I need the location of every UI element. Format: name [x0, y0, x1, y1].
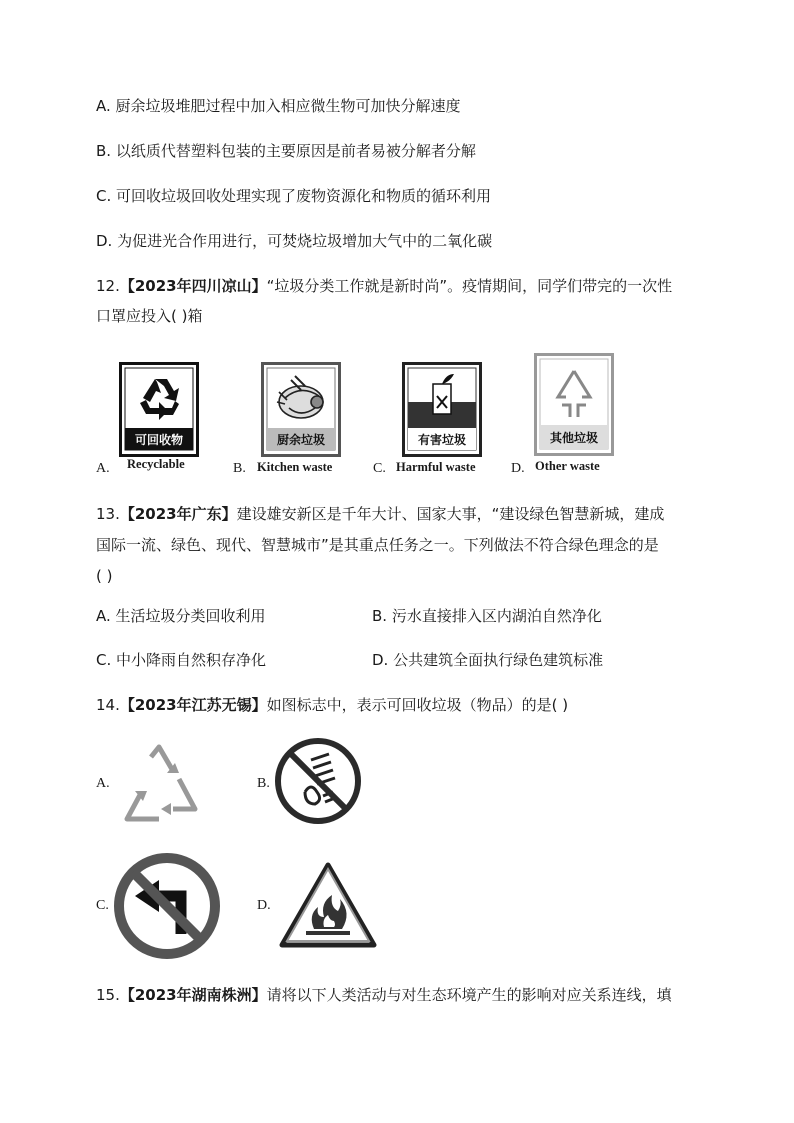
q13-number: 13.	[96, 505, 120, 523]
q13-source: 【2023年广东】	[119, 505, 237, 523]
q12-number: 12.	[96, 277, 120, 295]
q12-source: 【2023年四川凉山】	[119, 277, 267, 295]
q12-option-c-bin	[402, 362, 482, 457]
q15-stem	[96, 985, 672, 1005]
q12-option-a-bin	[119, 362, 199, 457]
no-left-turn-icon	[113, 852, 221, 960]
q13-stem-line3: ( )	[96, 567, 113, 585]
q12-option-c-en: Harmful waste	[396, 460, 476, 474]
q12-stem-text: “垃圾分类工作就是新时尚”。疫情期间，同学们带完的一次性	[266, 277, 673, 295]
q12-stem-line2: 口罩应投入( )箱	[96, 307, 203, 325]
q12-option-d-en: Other waste	[535, 459, 600, 473]
recycle-triangle-icon	[115, 743, 203, 825]
q12-option-d-letter: D.	[511, 461, 525, 476]
q11-option-b: B. 以纸质代替塑料包装的主要原因是前者易被分解者分解	[96, 142, 476, 160]
q12-option-b-cn: 厨余垃圾	[276, 433, 326, 447]
q13-stem-text: 建设雄安新区是千年大计、国家大事，“建设绿色智慧新城，建成	[236, 505, 665, 523]
q14-stem	[96, 695, 568, 715]
no-burning-icon	[275, 738, 361, 824]
q13-option-c: C. 中小降雨自然积存净化	[96, 651, 267, 669]
q13-stem	[96, 504, 664, 524]
q12-option-a-letter: A.	[96, 461, 110, 476]
q12-option-c-cn: 有害垃圾	[417, 433, 467, 447]
q13-stem-line2: 国际一流、绿色、现代、智慧城市”是其重点任务之一。下列做法不符合绿色理念的是	[96, 536, 659, 554]
q14-number: 14.	[96, 696, 120, 714]
q14-source: 【2023年江苏无锡】	[119, 696, 267, 714]
flammable-warning-icon	[278, 861, 378, 949]
q14-option-c-letter: C.	[96, 898, 109, 913]
q12-option-b-letter: B.	[233, 461, 246, 476]
q15-number: 15.	[96, 986, 120, 1004]
q12-option-a-cn: 可回收物	[134, 433, 184, 447]
q13-option-d: D. 公共建筑全面执行绿色建筑标准	[372, 651, 604, 669]
q13-option-b: B. 污水直接排入区内湖泊自然净化	[372, 607, 602, 625]
q11-option-d: D. 为促进光合作用进行，可焚烧垃圾增加大气中的二氧化碳	[96, 232, 493, 250]
q14-option-a-letter: A.	[96, 776, 110, 791]
q15-source: 【2023年湖南株洲】	[119, 986, 267, 1004]
q12-option-d-bin	[534, 353, 614, 456]
q13-option-a: A. 生活垃圾分类回收利用	[96, 607, 266, 625]
q12-option-b-en: Kitchen waste	[257, 460, 333, 474]
q12-option-a-en: Recyclable	[127, 457, 185, 471]
q12-option-c-letter: C.	[373, 461, 386, 476]
q14-option-d-letter: D.	[257, 898, 271, 913]
q11-option-c: C. 可回收垃圾回收处理实现了废物资源化和物质的循环利用	[96, 187, 492, 205]
q12-stem	[96, 276, 672, 296]
q14-stem-text: 如图标志中，表示可回收垃圾（物品）的是( )	[266, 696, 569, 714]
q14-option-b-letter: B.	[257, 776, 270, 791]
q11-option-a: A. 厨余垃圾堆肥过程中加入相应微生物可加快分解速度	[96, 97, 461, 115]
q15-stem-text: 请将以下人类活动与对生态环境产生的影响对应关系连线，填	[266, 986, 672, 1004]
q12-option-b-bin	[261, 362, 341, 457]
q12-option-d-cn: 其他垃圾	[549, 431, 599, 445]
